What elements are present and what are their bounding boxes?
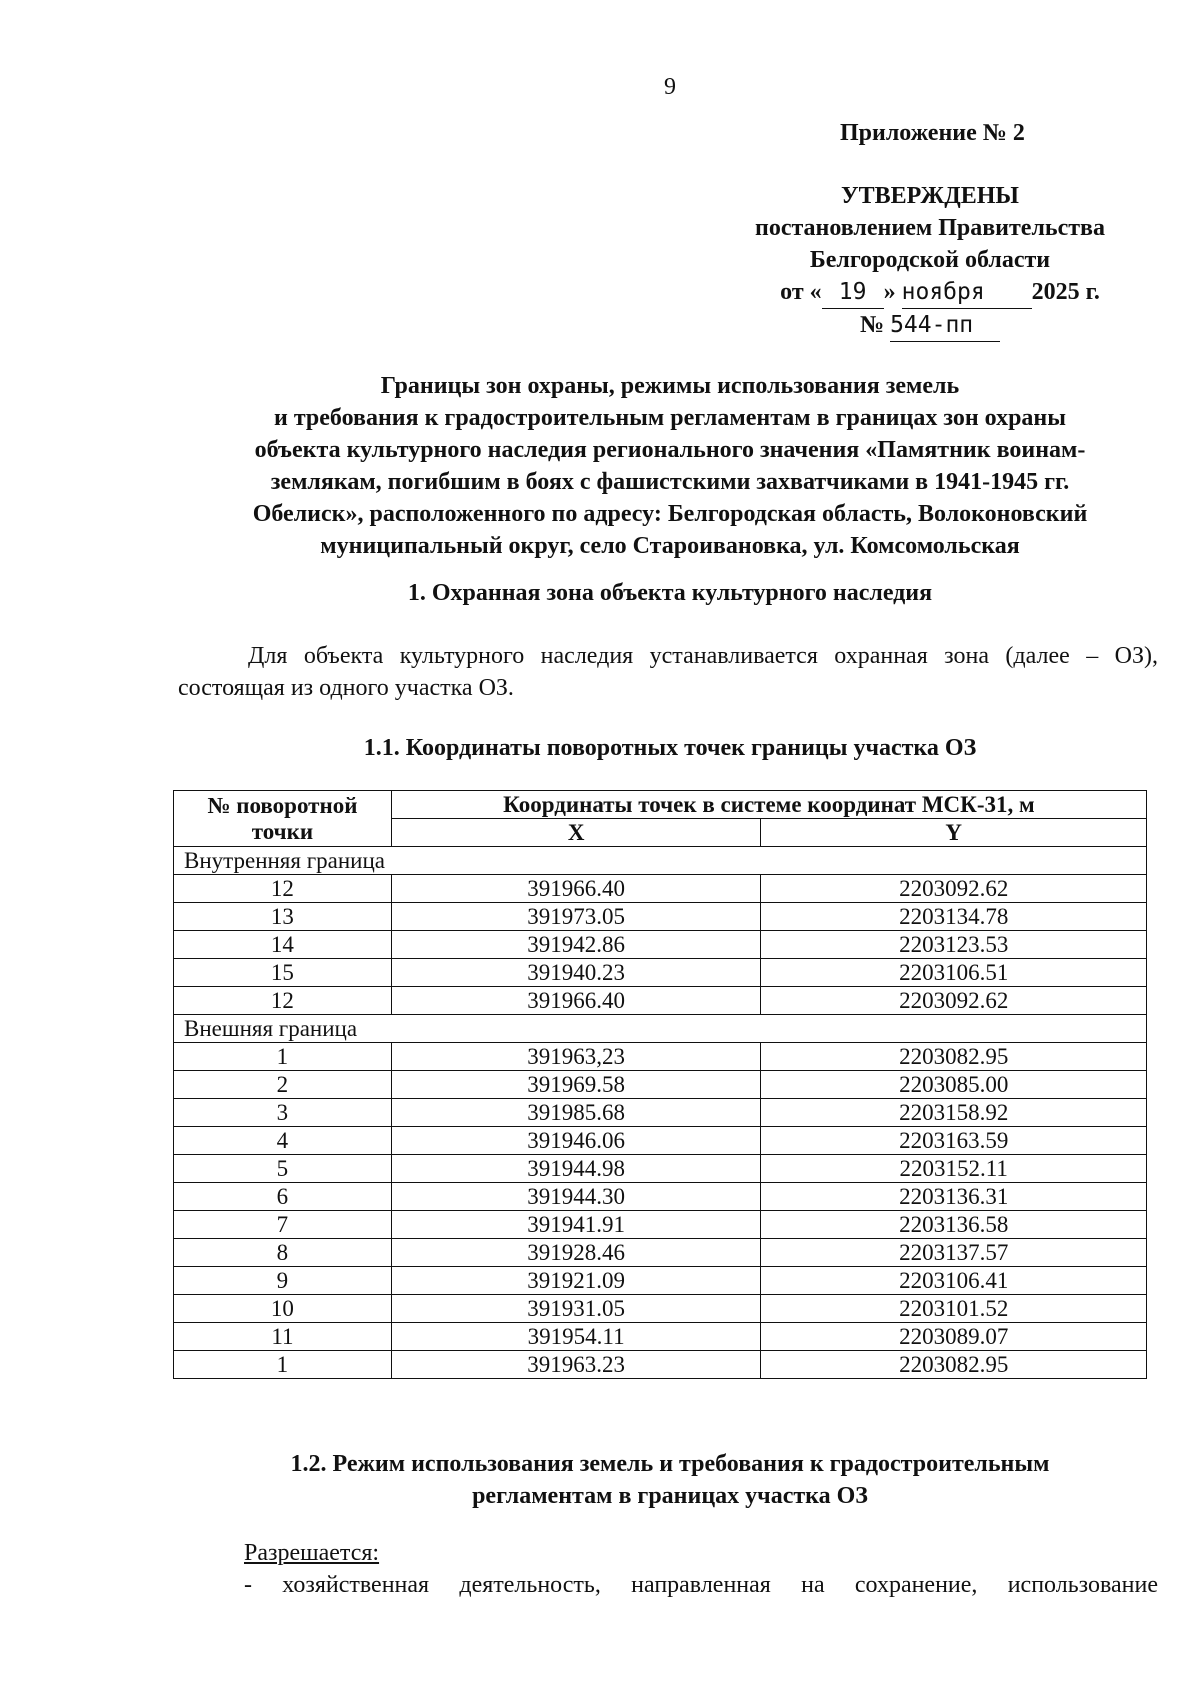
approval-line-1: постановлением Правительства: [754, 215, 1105, 241]
approval-block: [720, 180, 1140, 342]
table-body: [174, 847, 1147, 1379]
page-number: 9: [664, 74, 676, 100]
title-line: землякам, погибшим в боях с фашистскими захватчиками в 1941-1945 гг.: [270, 469, 1070, 495]
table-row: [174, 875, 1147, 903]
title-line: объекта культурного наследия регионального значения «Памятник воинам-: [254, 437, 1086, 463]
title-line: Границы зон охраны, режимы использования земель: [380, 373, 960, 399]
coordinates-table: [173, 790, 1147, 1379]
date-month: ноября: [902, 276, 1032, 309]
y-coordinate-cell: 2203123.53: [761, 931, 1147, 959]
x-coordinate-cell: 391946.06: [391, 1127, 761, 1155]
table-row: [174, 1267, 1147, 1295]
point-number-cell: 11: [174, 1323, 392, 1351]
point-number-cell: 6: [174, 1183, 392, 1211]
y-coordinate-cell: 2203089.07: [761, 1323, 1147, 1351]
table-header-row: [174, 791, 1147, 819]
y-coordinate-cell: 2203082.95: [761, 1043, 1147, 1071]
table-row: [174, 987, 1147, 1015]
y-coordinate-cell: 2203101.52: [761, 1295, 1147, 1323]
y-coordinate-cell: 2203152.11: [761, 1155, 1147, 1183]
y-coordinate-cell: 2203137.57: [761, 1239, 1147, 1267]
header-point-number: № поворотной точки: [174, 791, 392, 847]
table-row: [174, 931, 1147, 959]
y-coordinate-cell: 2203082.95: [761, 1351, 1147, 1379]
approval-number: [720, 309, 1140, 342]
number-value: 544-пп: [890, 309, 1000, 342]
point-number-cell: 9: [174, 1267, 392, 1295]
header-coordinates: Координаты точек в системе координат МСК-31, м: [391, 791, 1146, 819]
approved-label: УТВЕРЖДЕНЫ: [841, 183, 1019, 209]
table-row: [174, 1071, 1147, 1099]
table-row: [174, 1323, 1147, 1351]
document-title: [170, 370, 1170, 562]
y-coordinate-cell: 2203136.58: [761, 1211, 1147, 1239]
point-number-cell: 1: [174, 1351, 392, 1379]
y-coordinate-cell: 2203085.00: [761, 1071, 1147, 1099]
point-number-cell: 5: [174, 1155, 392, 1183]
point-number-cell: 8: [174, 1239, 392, 1267]
title-line: Обелиск», расположенного по адресу: Белгородская область, Волоконовский: [252, 501, 1088, 527]
x-coordinate-cell: 391966.40: [391, 987, 761, 1015]
y-coordinate-cell: 2203134.78: [761, 903, 1147, 931]
y-coordinate-cell: 2203092.62: [761, 987, 1147, 1015]
table-row: [174, 1211, 1147, 1239]
x-coordinate-cell: 391963,23: [391, 1043, 761, 1071]
point-number-cell: 12: [174, 875, 392, 903]
table-row: [174, 1043, 1147, 1071]
allowed-label: Разрешается:: [244, 1540, 380, 1566]
table-row: [174, 959, 1147, 987]
section-1-1-heading: 1.1. Координаты поворотных точек границы участка ОЗ: [363, 735, 977, 761]
date-mid: »: [883, 279, 896, 305]
table-row: [174, 1295, 1147, 1323]
x-coordinate-cell: 391944.98: [391, 1155, 761, 1183]
table-section-row: [174, 847, 1147, 875]
y-coordinate-cell: 2203158.92: [761, 1099, 1147, 1127]
table-row: [174, 903, 1147, 931]
appendix-label: Приложение № 2: [840, 120, 1025, 146]
section-1-heading: 1. Охранная зона объекта культурного наследия: [407, 580, 933, 606]
point-number-cell: 7: [174, 1211, 392, 1239]
point-number-cell: 14: [174, 931, 392, 959]
header-y: Y: [761, 819, 1147, 847]
section-label: Внешняя граница: [174, 1015, 1147, 1043]
x-coordinate-cell: 391941.91: [391, 1211, 761, 1239]
x-coordinate-cell: 391928.46: [391, 1239, 761, 1267]
x-coordinate-cell: 391921.09: [391, 1267, 761, 1295]
point-number-cell: 10: [174, 1295, 392, 1323]
section-1-2-heading-line: регламентам в границах участка ОЗ: [472, 1483, 868, 1509]
date-prefix: от «: [780, 279, 822, 305]
point-number-cell: 2: [174, 1071, 392, 1099]
date-day: 19: [822, 276, 884, 309]
title-line: и требования к градостроительным регламентам в границах зон охраны: [274, 405, 1066, 431]
approval-date: [720, 276, 1140, 309]
point-number-cell: 13: [174, 903, 392, 931]
point-number-cell: 15: [174, 959, 392, 987]
approval-line-2: Белгородской области: [809, 247, 1051, 273]
x-coordinate-cell: 391973.05: [391, 903, 761, 931]
x-coordinate-cell: 391931.05: [391, 1295, 761, 1323]
section-1-2-heading: [170, 1448, 1170, 1512]
allowed-item: - хозяйственная деятельность, направленная на сохранение, использование: [244, 1572, 1158, 1598]
x-coordinate-cell: 391985.68: [391, 1099, 761, 1127]
point-number-cell: 1: [174, 1043, 392, 1071]
table-row: [174, 1351, 1147, 1379]
x-coordinate-cell: 391963.23: [391, 1351, 761, 1379]
y-coordinate-cell: 2203106.41: [761, 1267, 1147, 1295]
table-section-row: [174, 1015, 1147, 1043]
x-coordinate-cell: 391942.86: [391, 931, 761, 959]
title-line: муниципальный округ, село Староивановка, ул. Комсомольская: [320, 533, 1020, 559]
y-coordinate-cell: 2203092.62: [761, 875, 1147, 903]
x-coordinate-cell: 391969.58: [391, 1071, 761, 1099]
x-coordinate-cell: 391966.40: [391, 875, 761, 903]
table-row: [174, 1155, 1147, 1183]
y-coordinate-cell: 2203163.59: [761, 1127, 1147, 1155]
table-row: [174, 1183, 1147, 1211]
table-row: [174, 1127, 1147, 1155]
section-label: Внутренняя граница: [174, 847, 1147, 875]
y-coordinate-cell: 2203106.51: [761, 959, 1147, 987]
y-coordinate-cell: 2203136.31: [761, 1183, 1147, 1211]
table-row: [174, 1239, 1147, 1267]
x-coordinate-cell: 391944.30: [391, 1183, 761, 1211]
x-coordinate-cell: 391940.23: [391, 959, 761, 987]
table-row: [174, 1099, 1147, 1127]
point-number-cell: 4: [174, 1127, 392, 1155]
number-prefix: №: [859, 312, 885, 338]
section-1-paragraph: Для объекта культурного наследия устанавливается охранная зона (далее – ОЗ), состоящая из одного участка ОЗ.: [178, 643, 1158, 701]
point-number-cell: 3: [174, 1099, 392, 1127]
date-year: 2025 г.: [1031, 279, 1100, 305]
section-1-2-heading-line: 1.2. Режим использования земель и требования к градостроительным: [290, 1451, 1050, 1477]
x-coordinate-cell: 391954.11: [391, 1323, 761, 1351]
point-number-cell: 12: [174, 987, 392, 1015]
header-x: X: [391, 819, 761, 847]
